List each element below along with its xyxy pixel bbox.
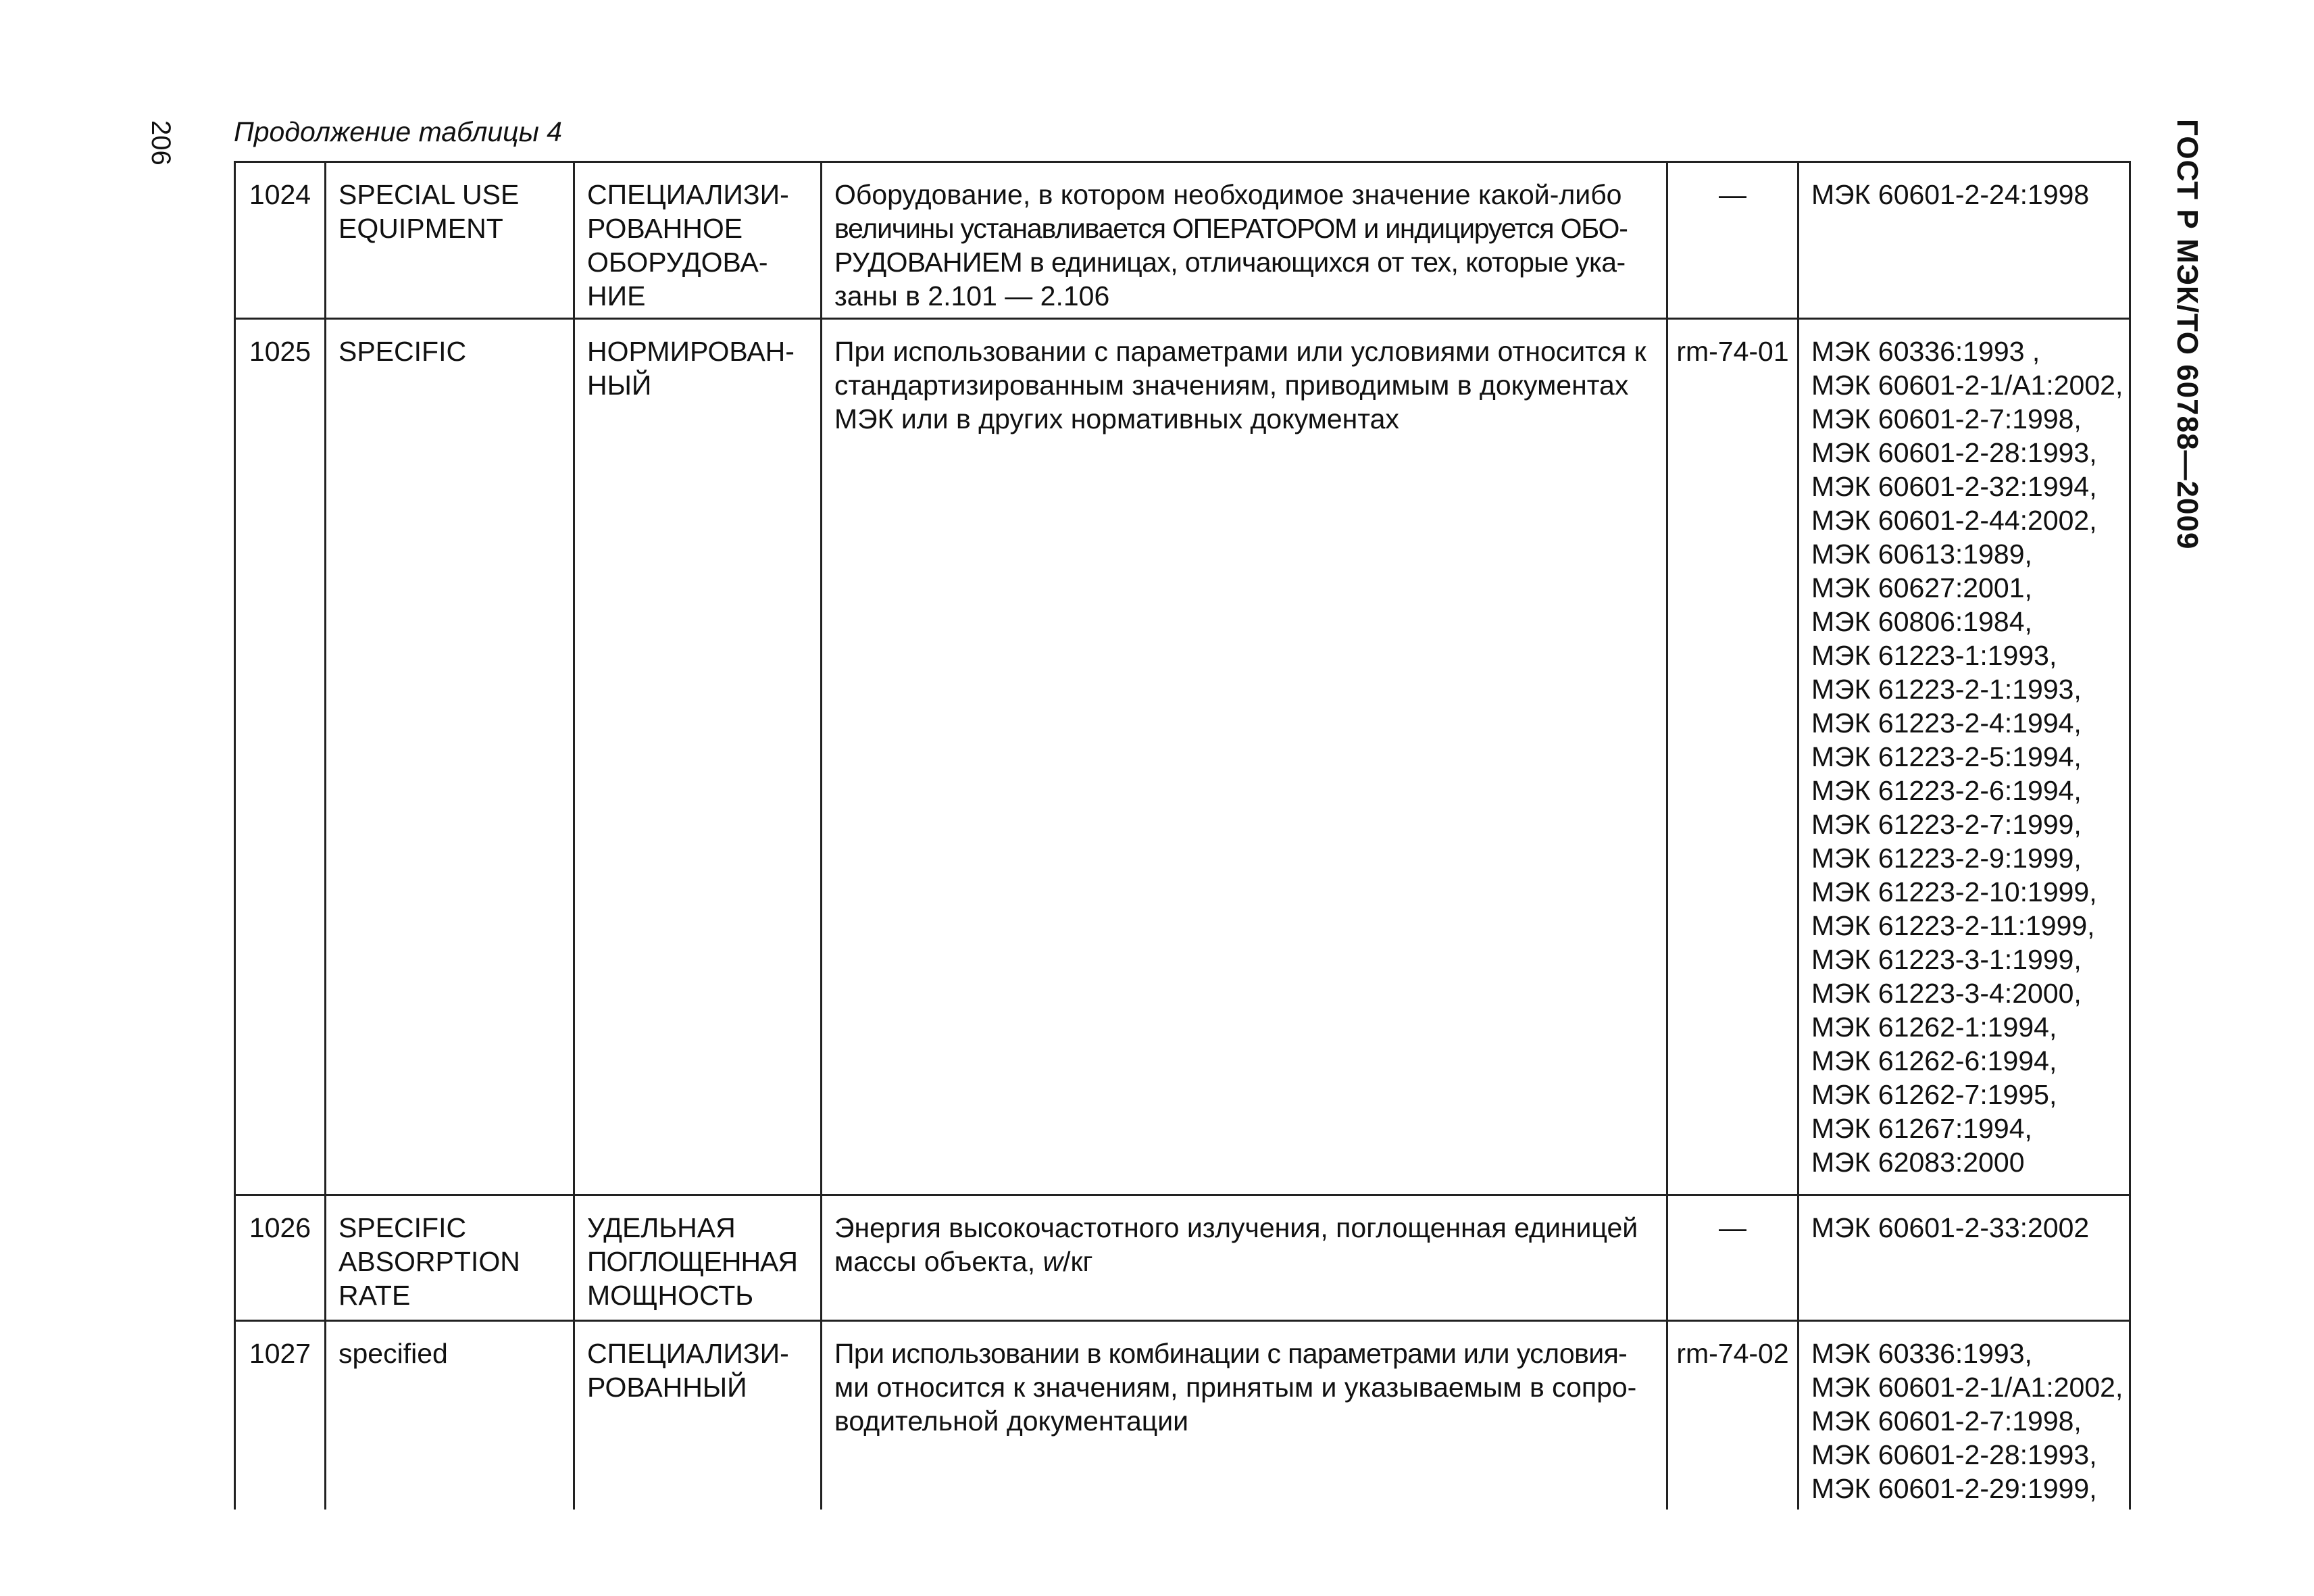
terms-table xyxy=(234,161,2131,1510)
term-number: 1024 xyxy=(235,162,326,319)
term-english: SPECIFIC ABSORPTION RATE xyxy=(326,1195,574,1321)
source-reference: МЭК 61223-2-11:1999, xyxy=(1811,910,2095,941)
source-reference: МЭК 60601-2-1/А1:2002, xyxy=(1811,370,2123,401)
term-english: SPECIAL USE EQUIPMENT xyxy=(326,162,574,319)
source-reference: МЭК 61223-1:1993, xyxy=(1811,640,2057,671)
term-number: 1025 xyxy=(235,319,326,1195)
term-sources xyxy=(1799,319,2130,1195)
source-reference: МЭК 60601-2-28:1993, xyxy=(1811,437,2097,468)
source-reference: МЭК 61223-2-6:1994, xyxy=(1811,775,2082,806)
term-sources xyxy=(1799,1195,2130,1321)
source-reference: МЭК 60601-2-7:1998, xyxy=(1811,1405,2082,1437)
table-row xyxy=(235,162,2130,319)
term-definition: При использовании в комбинации с параметрами или условия- ми относится к значениям, принятым и указываемым в сопро- водительной документации xyxy=(822,1321,1667,1510)
source-reference: МЭК 60601-2-24:1998 xyxy=(1811,179,2090,210)
source-reference: МЭК 60601-2-32:1994, xyxy=(1811,471,2097,502)
source-reference: МЭК 60601-2-7:1998, xyxy=(1811,403,2082,434)
source-reference: МЭК 61223-2-7:1999, xyxy=(1811,809,2082,840)
source-reference: МЭК 61267:1994, xyxy=(1811,1113,2032,1144)
term-definition: При использовании с параметрами или условиями относится к стандартизированным значениям, приводимым в документах МЭК или в других нормативных документах xyxy=(822,319,1667,1195)
source-reference: МЭК 62083:2000 xyxy=(1811,1147,2025,1178)
term-russian: СПЕЦИАЛИЗИ- РОВАННЫЙ xyxy=(574,1321,822,1510)
table-row xyxy=(235,1321,2130,1510)
source-reference: МЭК 61262-6:1994, xyxy=(1811,1045,2057,1076)
term-definition: Оборудование, в котором необходимое значение какой-либо величины устанавливается ОПЕРАТОРОМ и индицируется ОБО- РУДОВАНИЕМ в единицах, отличающихся от тех, которые ука- заны в 2.101 — 2.106 xyxy=(822,162,1667,319)
page-number: 206 xyxy=(146,120,176,166)
term-number: 1027 xyxy=(235,1321,326,1510)
term-english: specified xyxy=(326,1321,574,1510)
source-reference: МЭК 60601-2-28:1993, xyxy=(1811,1439,2097,1470)
source-reference: МЭК 60601-2-1/А1:2002, xyxy=(1811,1372,2123,1403)
source-reference: МЭК 61262-7:1995, xyxy=(1811,1079,2057,1110)
source-reference: МЭК 60601-2-44:2002, xyxy=(1811,505,2097,536)
term-code: — xyxy=(1667,1195,1799,1321)
term-code: rm-74-01 xyxy=(1667,319,1799,1195)
source-reference: МЭК 61223-2-10:1999, xyxy=(1811,876,2097,907)
term-sources xyxy=(1799,1321,2130,1510)
source-reference: МЭК 60336:1993 , xyxy=(1811,336,2040,367)
source-reference: МЭК 61223-3-4:2000, xyxy=(1811,978,2082,1009)
term-english: SPECIFIC xyxy=(326,319,574,1195)
term-russian: НОРМИРОВАН- НЫЙ xyxy=(574,319,822,1195)
source-reference: МЭК 61223-3-1:1999, xyxy=(1811,944,2082,975)
standard-designation: ГОСТ Р МЭК/ТО 60788—2009 xyxy=(2171,119,2204,550)
source-reference: МЭК 61262-1:1994, xyxy=(1811,1012,2057,1043)
source-reference: МЭК 61223-2-9:1999, xyxy=(1811,843,2082,874)
term-definition: Энергия высокочастотного излучения, поглощенная единицей массы объекта, w/кг xyxy=(822,1195,1667,1321)
terms-table-container xyxy=(234,161,2129,1510)
table-row xyxy=(235,319,2130,1195)
term-russian: УДЕЛЬНАЯ ПОГЛОЩЕННАЯ МОЩНОСТЬ xyxy=(574,1195,822,1321)
term-code: — xyxy=(1667,162,1799,319)
source-reference: МЭК 60601-2-29:1999, xyxy=(1811,1473,2097,1504)
source-reference: МЭК 60336:1993, xyxy=(1811,1338,2032,1369)
term-number: 1026 xyxy=(235,1195,326,1321)
table-row xyxy=(235,1195,2130,1321)
term-russian: СПЕЦИАЛИЗИ- РОВАННОЕ ОБОРУДОВА- НИЕ xyxy=(574,162,822,319)
source-reference: МЭК 61223-2-5:1994, xyxy=(1811,741,2082,772)
term-sources xyxy=(1799,162,2130,319)
table-continuation-label: Продолжение таблицы 4 xyxy=(234,116,562,147)
source-reference: МЭК 60806:1984, xyxy=(1811,606,2032,637)
term-code: rm-74-02 xyxy=(1667,1321,1799,1510)
source-reference: МЭК 60601-2-33:2002 xyxy=(1811,1212,2090,1243)
source-reference: МЭК 61223-2-4:1994, xyxy=(1811,707,2082,739)
source-reference: МЭК 60627:2001, xyxy=(1811,572,2032,603)
source-reference: МЭК 61223-2-1:1993, xyxy=(1811,674,2082,705)
source-reference: МЭК 60613:1989, xyxy=(1811,539,2032,570)
